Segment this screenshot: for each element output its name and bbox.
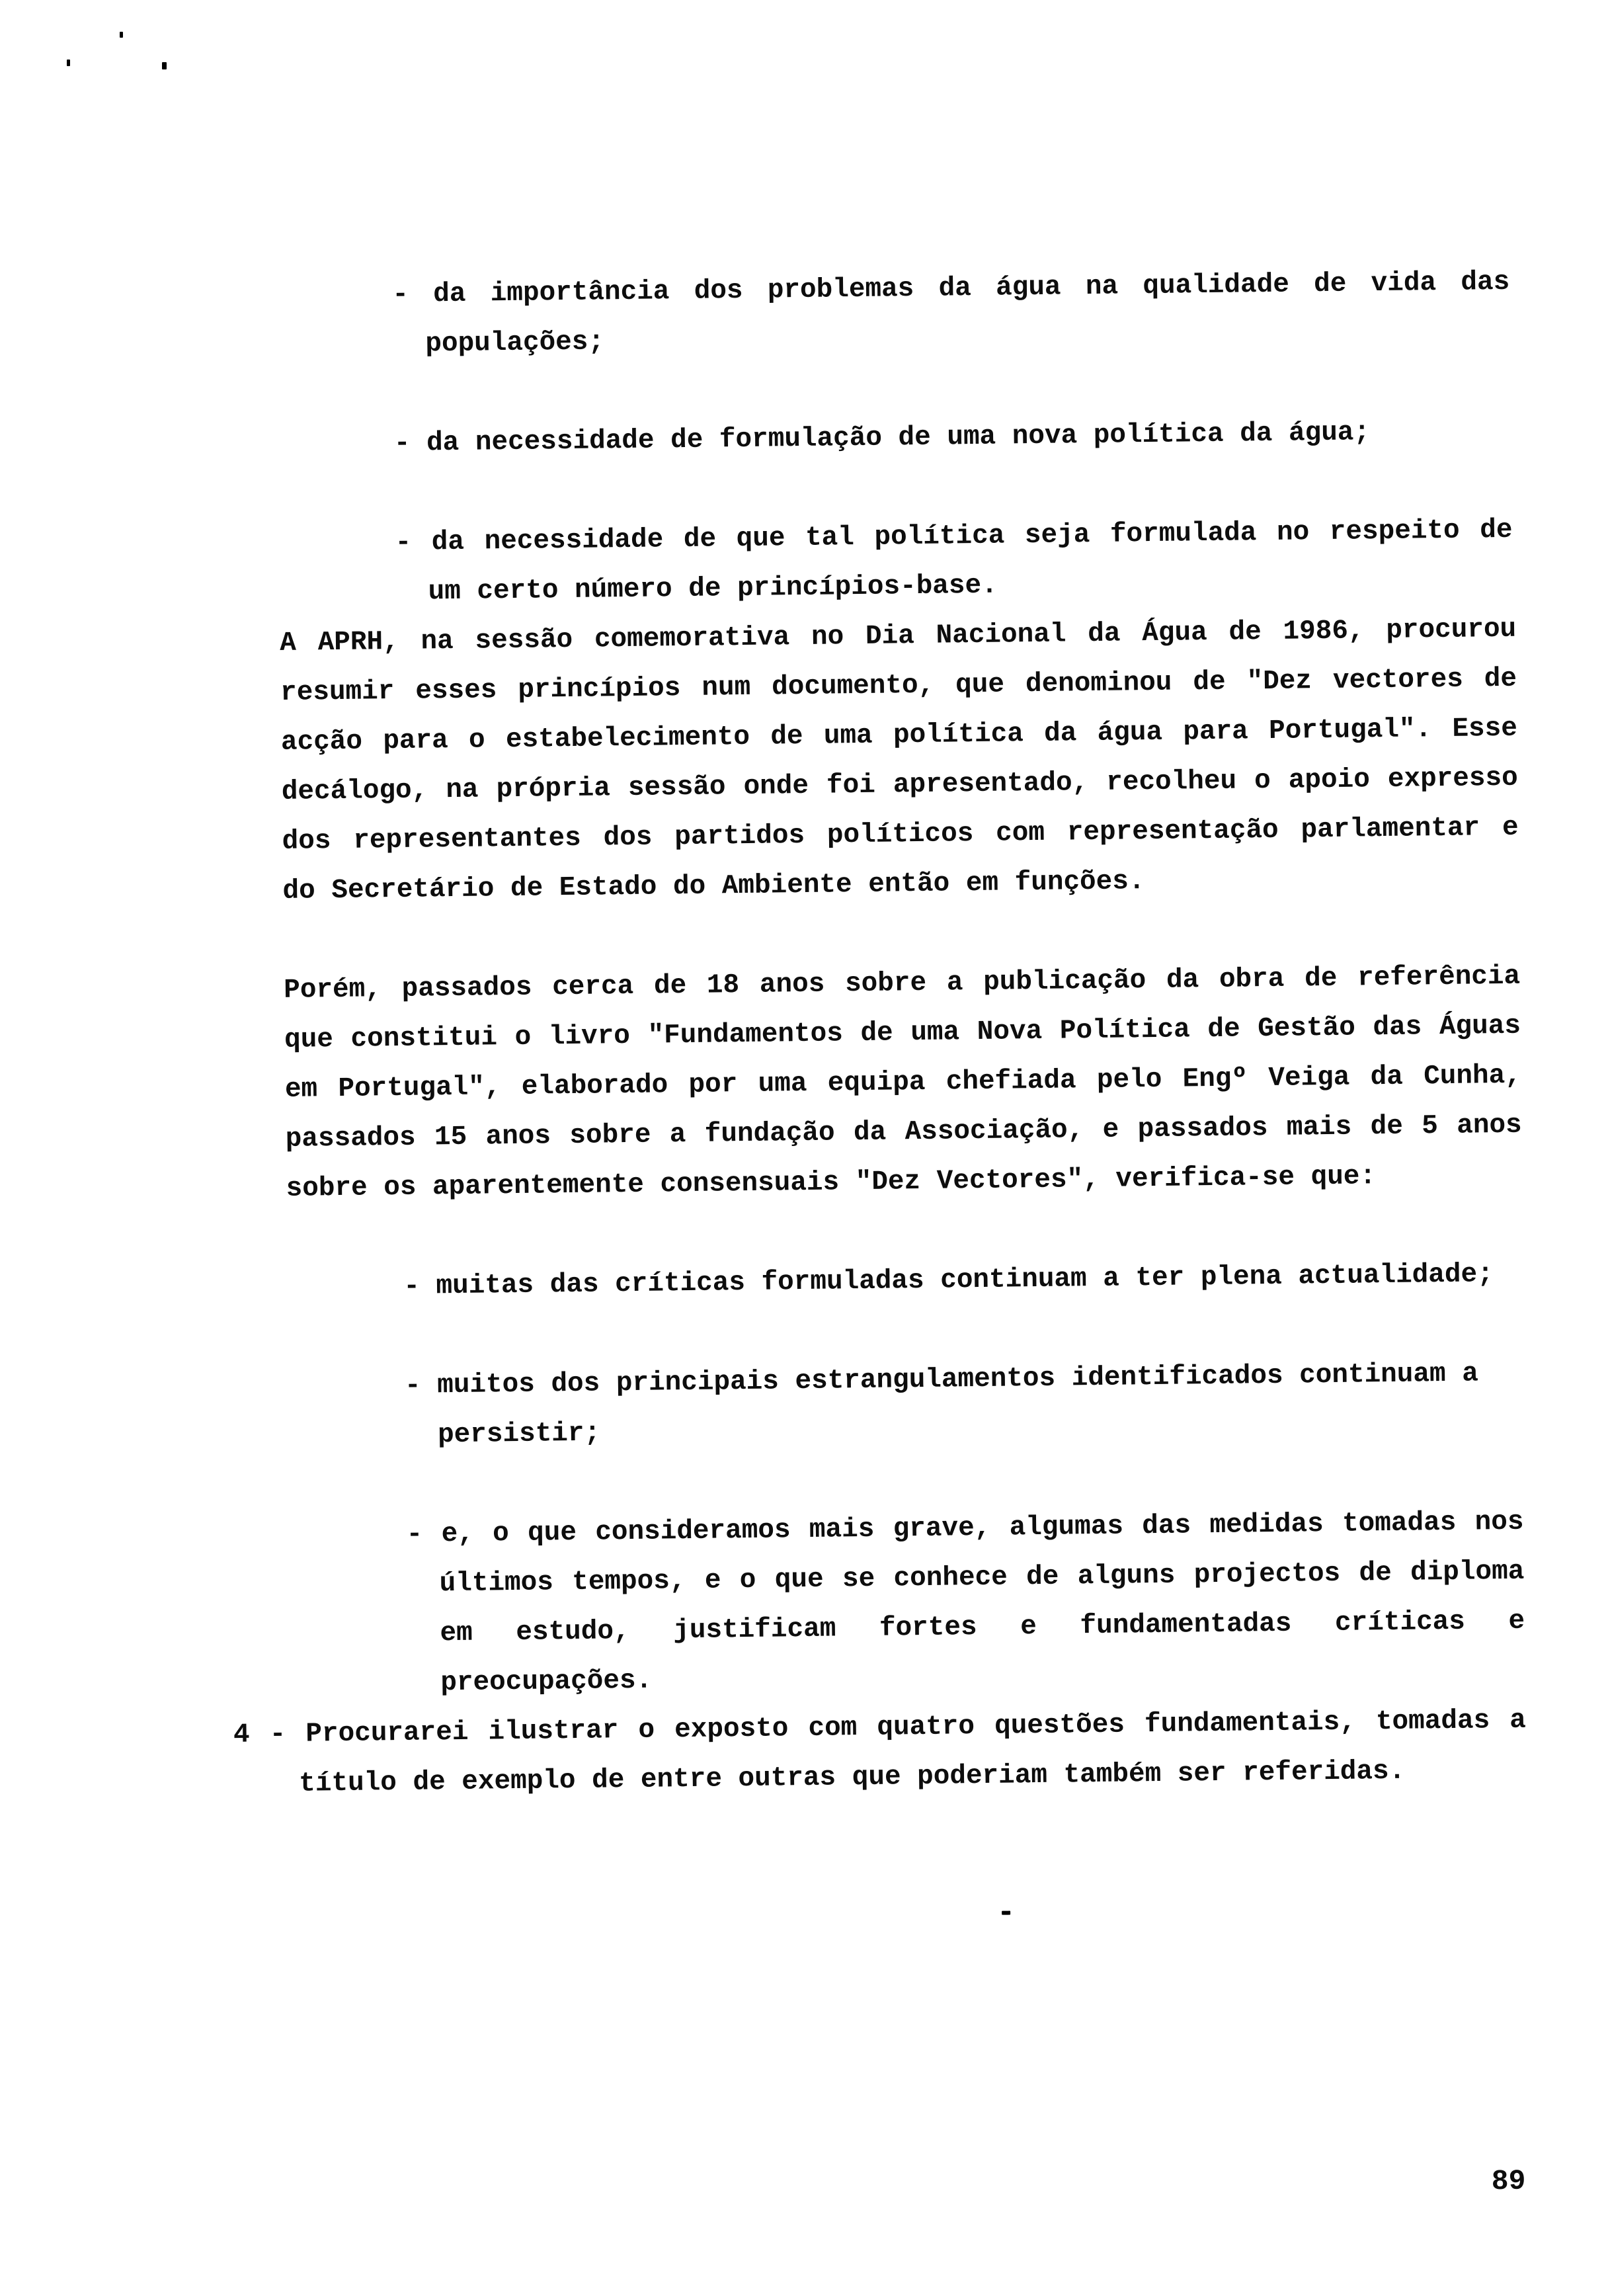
text-line: - e, o que consideramos mais grave, algumas das medidas tomadas nos <box>406 1506 1524 1550</box>
bullet-item-medidas <box>406 1498 1525 1709</box>
text-line: Porém, passados cerca de 18 anos sobre a publicação da obra de referência <box>283 961 1521 1006</box>
text-line: populações; <box>425 327 605 360</box>
text-column <box>233 258 1529 1809</box>
bullet-item-principios <box>395 506 1513 618</box>
top-bullet-list <box>392 258 1513 618</box>
text-line: título de exemplo de entre outras que poderiam também ser referidas. <box>299 1756 1406 1799</box>
text-line: acção para o estabelecimento de uma política da água para Portugal". Esse <box>280 713 1518 758</box>
text-line: que constitui o livro "Fundamentos de uma Nova Política de Gestão das Águas <box>284 1010 1521 1055</box>
text-line: 4 - Procurarei ilustrar o exposto com quatro questões fundamentais, tomadas a <box>233 1705 1527 1750</box>
text-line: em estudo, justificam fortes e fundamentadas críticas e <box>440 1606 1525 1649</box>
page-number: 89 <box>1491 2164 1526 2198</box>
text-line: passados 15 anos sobre a fundação da Associação, e passados mais de 5 anos <box>285 1110 1522 1155</box>
bullet-item-formulacao <box>393 407 1511 469</box>
text-line: persistir; <box>437 1418 601 1451</box>
text-line: em Portugal", elaborado por uma equipa chefiada pelo Engº Veiga da Cunha, <box>284 1060 1522 1105</box>
text-line: decálogo, na própria sessão onde foi apresentado, recolheu o apoio expresso <box>281 762 1518 807</box>
text-line: últimos tempos, e o que se conhece de alguns projectos de diploma <box>439 1556 1525 1600</box>
bullet-item-criticas <box>403 1250 1521 1312</box>
text-line: sobre os aparentemente consensuais "Dez Vectores", verifica-se que: <box>286 1161 1377 1204</box>
text-line: - muitos dos principais estrangulamentos identificados continuam a <box>404 1358 1479 1401</box>
scan-speckle <box>1002 1911 1010 1915</box>
text-line: - da importância dos problemas da água na qualidade de vida das <box>392 266 1510 310</box>
numbered-item-4 <box>233 1696 1527 1810</box>
text-line: - muitas das críticas formuladas continuam a ter plena actualidade; <box>403 1259 1494 1302</box>
text-line: preocupações. <box>440 1665 653 1699</box>
mid-bullet-list <box>403 1250 1526 1709</box>
text-line: dos representantes dos partidos políticos com representação parlamentar e <box>282 812 1519 857</box>
text-line: do Secretário de Estado do Ambiente então em funções. <box>282 866 1145 907</box>
text-line: - da necessidade de que tal política seja formulada no respeito de <box>395 514 1513 558</box>
text-line: um certo número de princípios-base. <box>428 570 998 608</box>
paragraph-porem <box>284 952 1523 1214</box>
text-line: resumir esses princípios num documento, que denominou de "Dez vectores de <box>280 663 1517 708</box>
text-line: - da necessidade de formulação de uma nova política da água; <box>393 417 1371 459</box>
text-line: A APRH, na sessão comemorativa no Dia Nacional da Água de 1986, procurou <box>280 614 1517 659</box>
bullet-item-importancia <box>392 258 1511 370</box>
paragraph-aprh <box>280 605 1519 917</box>
bullet-item-estrangulamentos <box>405 1349 1523 1461</box>
